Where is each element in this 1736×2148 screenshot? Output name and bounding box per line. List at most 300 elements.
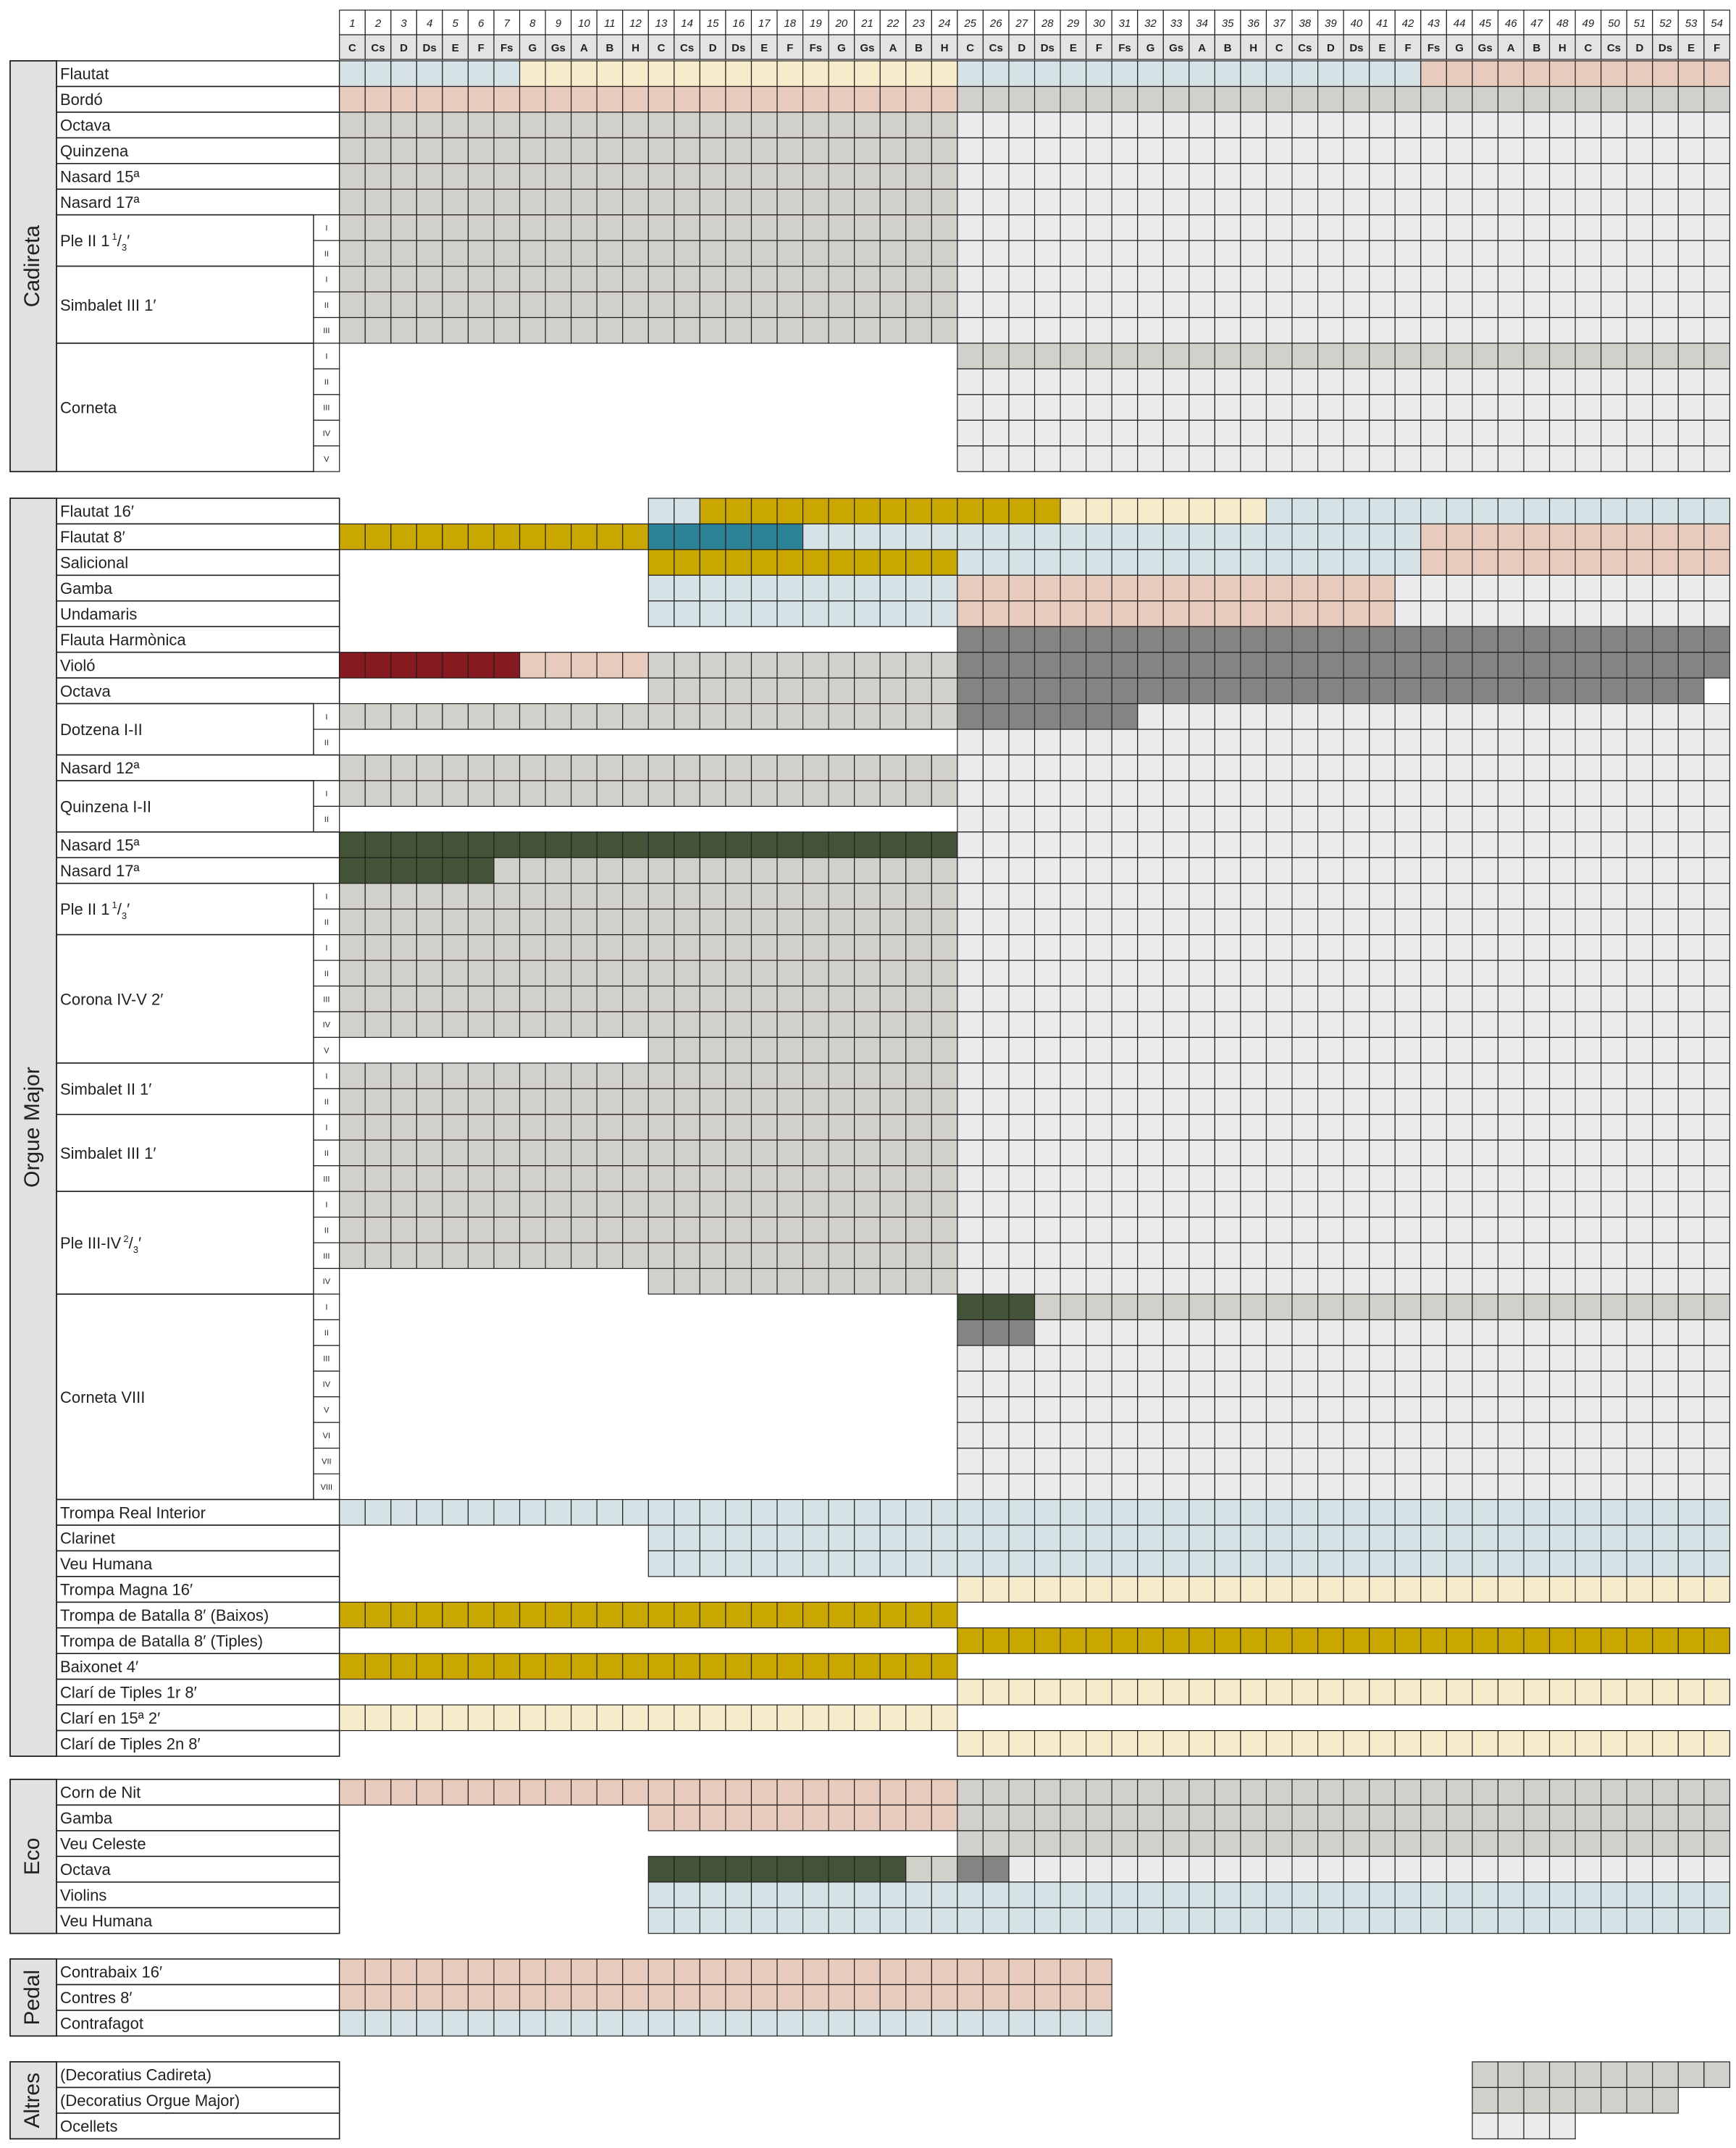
pipe-cell (1472, 1908, 1498, 1933)
pipe-cell (1446, 1371, 1472, 1396)
pipe-cell (957, 909, 984, 934)
pipe-cell (365, 1602, 391, 1627)
pipe-cell (1370, 1908, 1396, 1933)
pipe-cell (1267, 1191, 1293, 1217)
pipe-cell (1678, 550, 1704, 575)
pipe-cell (1189, 1294, 1215, 1320)
pipe-cell (1035, 420, 1061, 445)
pipe-cell (1653, 2087, 1679, 2113)
pipe-cell (1498, 935, 1524, 960)
pipe-cell (1653, 884, 1679, 909)
pipe-cell (1627, 446, 1653, 471)
pipe-cell (880, 1088, 906, 1114)
pipe-cell (1395, 1166, 1421, 1191)
pipe-cell (494, 1653, 520, 1679)
pipe-cell (674, 2010, 700, 2036)
pipe-cell (1370, 857, 1396, 883)
pipe-cell (829, 1037, 855, 1062)
pipe-cell (700, 1166, 726, 1191)
pipe-cell (365, 240, 391, 266)
pipe-cell (957, 755, 984, 781)
pipe-cell (1009, 189, 1035, 214)
pipe-cell (1009, 653, 1035, 678)
pipe-cell (1550, 575, 1576, 600)
pipe-cell (880, 164, 906, 189)
pipe-cell (1241, 626, 1267, 652)
pipe-cell (1472, 1551, 1498, 1576)
pipe-cell (1035, 1243, 1061, 1268)
pipe-cell (1704, 2062, 1730, 2087)
register-name: Trompa de Batalla 8′ (Baixos) (60, 1606, 269, 1625)
pipe-cell (1267, 343, 1293, 369)
pipe-cell (1086, 1320, 1112, 1345)
pipe-cell (1138, 1088, 1164, 1114)
pipe-cell (1627, 1397, 1653, 1422)
pipe-cell (1472, 729, 1498, 755)
pipe-cell (623, 1984, 649, 2010)
pipe-cell (1627, 1037, 1653, 1062)
pipe-cell (1267, 1525, 1293, 1551)
pipe-cell (1575, 1063, 1601, 1088)
key-number: 37 (1272, 17, 1286, 30)
pipe-cell (1446, 601, 1472, 626)
register-name: Flautat (60, 64, 109, 83)
pipe-cell (1163, 267, 1189, 292)
pipe-cell (1472, 884, 1498, 909)
pipe-cell (1241, 1166, 1267, 1191)
pipe-cell (1086, 343, 1112, 369)
pipe-cell (1215, 1805, 1241, 1830)
pipe-cell (1343, 601, 1370, 626)
pipe-cell (1292, 1779, 1318, 1805)
pipe-cell (803, 86, 829, 112)
pipe-cell (983, 935, 1009, 960)
pipe-cell (957, 292, 984, 317)
key-number: 34 (1196, 17, 1208, 30)
pipe-cell (648, 1500, 674, 1525)
pipe-cell (1370, 1346, 1396, 1371)
pipe-cell (1472, 1448, 1498, 1474)
pipe-cell (1601, 550, 1627, 575)
pipe-cell (1550, 498, 1576, 524)
pipe-cell (1575, 601, 1601, 626)
pipe-cell (752, 267, 778, 292)
pipe-cell (880, 601, 906, 626)
pipe-cell (545, 2010, 571, 2036)
pipe-cell (1678, 215, 1704, 240)
pipe-cell (1318, 653, 1344, 678)
pipe-cell (1112, 1908, 1138, 1933)
register-name: Bordó (60, 91, 103, 109)
pipe-cell (1472, 1166, 1498, 1191)
pipe-cell (1138, 1063, 1164, 1088)
pipe-cell (1550, 343, 1576, 369)
pipe-cell (1678, 1731, 1704, 1756)
pipe-cell (1601, 1908, 1627, 1933)
pipe-cell (1241, 1448, 1267, 1474)
pipe-cell (1112, 524, 1138, 549)
pipe-cell (1550, 215, 1576, 240)
pipe-cell (1395, 446, 1421, 471)
pipe-cell (1292, 986, 1318, 1012)
pipe-cell (1575, 343, 1601, 369)
pipe-cell (957, 1371, 984, 1396)
pipe-cell (1627, 781, 1653, 806)
pipe-cell (1575, 1805, 1601, 1830)
register-name: Corneta VIII (60, 1388, 146, 1406)
pipe-cell (1575, 138, 1601, 163)
pipe-cell (1086, 2010, 1112, 2036)
pipe-cell (777, 318, 803, 343)
pipe-cell (777, 1551, 803, 1576)
pipe-cell (365, 884, 391, 909)
pipe-cell (468, 909, 494, 934)
pipe-cell (416, 240, 443, 266)
pipe-cell (571, 1063, 597, 1088)
pipe-cell (1343, 395, 1370, 420)
pipe-cell (1215, 189, 1241, 214)
pipe-cell (1627, 678, 1653, 703)
pipe-cell (726, 704, 752, 729)
pipe-cell (1524, 960, 1550, 986)
pipe-cell (1550, 832, 1576, 857)
pipe-cell (1060, 1856, 1086, 1881)
pipe-cell (700, 1856, 726, 1881)
pipe-cell (700, 61, 726, 86)
pipe-cell (906, 138, 932, 163)
pipe-cell (700, 524, 726, 549)
pipe-cell (957, 267, 984, 292)
pipe-cell (1575, 1371, 1601, 1396)
pipe-cell (1138, 164, 1164, 189)
pipe-cell (726, 292, 752, 317)
pipe-cell (1163, 1397, 1189, 1422)
register-row (56, 1500, 1729, 1525)
pipe-cell (1653, 1805, 1679, 1830)
pipe-cell (1524, 704, 1550, 729)
pipe-cell (777, 1653, 803, 1679)
pipe-cell (1601, 729, 1627, 755)
pipe-cell (777, 1037, 803, 1062)
pipe-cell (1678, 601, 1704, 626)
pipe-cell (443, 755, 469, 781)
pipe-cell (468, 1063, 494, 1088)
key-number: 33 (1170, 17, 1183, 30)
rank-label: VI (322, 1431, 331, 1440)
pipe-cell (1138, 1397, 1164, 1422)
pipe-cell (1395, 1779, 1421, 1805)
pipe-cell (1189, 626, 1215, 652)
pipe-cell (1318, 1269, 1344, 1294)
pipe-cell (726, 524, 752, 549)
pipe-cell (1395, 806, 1421, 831)
pipe-cell (416, 2010, 443, 2036)
pipe-cell (752, 1166, 778, 1191)
pipe-cell (880, 1063, 906, 1088)
pipe-cell (880, 1243, 906, 1268)
pipe-cell (1704, 1269, 1730, 1294)
pipe-cell (752, 1012, 778, 1037)
pipe-cell (443, 960, 469, 986)
pipe-cell (545, 704, 571, 729)
pipe-cell (983, 1474, 1009, 1499)
pipe-cell (1395, 1474, 1421, 1499)
pipe-cell (726, 1984, 752, 2010)
pipe-cell (1163, 986, 1189, 1012)
pipe-cell (1318, 1294, 1344, 1320)
pipe-cell (571, 61, 597, 86)
pipe-cell (1627, 1731, 1653, 1756)
pipe-cell (545, 138, 571, 163)
pipe-cell (1292, 884, 1318, 909)
pipe-cell (443, 1088, 469, 1114)
pipe-cell (1472, 550, 1498, 575)
pipe-cell (545, 240, 571, 266)
pipe-cell (1653, 704, 1679, 729)
pipe-cell (700, 1984, 726, 2010)
pipe-cell (416, 1984, 443, 2010)
pipe-cell (1318, 1831, 1344, 1856)
pipe-cell (906, 550, 932, 575)
pipe-cell (545, 189, 571, 214)
pipe-cell (1343, 857, 1370, 883)
pipe-cell (1601, 2087, 1627, 2113)
pipe-cell (1189, 909, 1215, 934)
pipe-cell (1678, 1679, 1704, 1705)
key-number: 32 (1144, 17, 1157, 30)
pipe-cell (803, 1805, 829, 1830)
pipe-cell (1035, 653, 1061, 678)
pipe-cell (1601, 292, 1627, 317)
pipe-cell (1524, 781, 1550, 806)
pipe-cell (520, 1984, 546, 2010)
pipe-cell (752, 1653, 778, 1679)
pipe-cell (1421, 1269, 1447, 1294)
register-row (56, 884, 1729, 935)
pipe-cell (494, 292, 520, 317)
pipe-cell (365, 653, 391, 678)
pipe-cell (597, 1779, 623, 1805)
pipe-cell (365, 1243, 391, 1268)
pipe-cell (674, 86, 700, 112)
pipe-cell (1395, 267, 1421, 292)
pipe-cell (340, 1088, 366, 1114)
pipe-cell (1550, 704, 1576, 729)
pipe-cell (1446, 164, 1472, 189)
pipe-cell (597, 1217, 623, 1243)
pipe-cell (416, 1705, 443, 1730)
pipe-cell (571, 267, 597, 292)
pipe-cell (1498, 806, 1524, 831)
pipe-cell (855, 1653, 881, 1679)
pipe-cell (931, 1063, 957, 1088)
pipe-cell (1395, 1805, 1421, 1830)
pipe-cell (726, 318, 752, 343)
register-name: Clarinet (60, 1529, 115, 1548)
rank-label: IV (322, 1380, 331, 1390)
pipe-cell (1318, 292, 1344, 317)
pipe-cell (391, 1602, 417, 1627)
key-number: 25 (964, 17, 977, 30)
pipe-cell (1343, 1831, 1370, 1856)
pipe-cell (700, 755, 726, 781)
pipe-cell (1704, 86, 1730, 112)
pipe-cell (1601, 1422, 1627, 1448)
pipe-cell (1627, 1063, 1653, 1088)
pipe-cell (1498, 112, 1524, 138)
pipe-cell (1267, 1831, 1293, 1856)
pipe-cell (983, 1679, 1009, 1705)
pipe-cell (416, 61, 443, 86)
note-name: G (528, 42, 537, 54)
pipe-cell (1498, 960, 1524, 986)
pipe-cell (1472, 806, 1498, 831)
pipe-cell (545, 318, 571, 343)
pipe-cell (648, 704, 674, 729)
pipe-cell (752, 755, 778, 781)
pipe-cell (1575, 678, 1601, 703)
pipe-cell (957, 678, 984, 703)
key-number: 17 (758, 17, 771, 30)
pipe-cell (1370, 935, 1396, 960)
register-row (56, 1705, 957, 1730)
pipe-cell (1035, 215, 1061, 240)
pipe-cell (1550, 909, 1576, 934)
pipe-cell (752, 601, 778, 626)
pipe-cell (1370, 267, 1396, 292)
pipe-cell (1163, 1831, 1189, 1856)
pipe-cell (1241, 1088, 1267, 1114)
pipe-cell (829, 61, 855, 86)
pipe-cell (1421, 1140, 1447, 1165)
pipe-cell (957, 1115, 984, 1140)
pipe-cell (1421, 1500, 1447, 1525)
pipe-cell (365, 1984, 391, 2010)
pipe-cell (931, 1140, 957, 1165)
pipe-cell (1343, 1294, 1370, 1320)
pipe-cell (829, 653, 855, 678)
pipe-cell (1446, 678, 1472, 703)
pipe-cell (1498, 318, 1524, 343)
pipe-cell (1575, 960, 1601, 986)
pipe-cell (1112, 420, 1138, 445)
pipe-cell (674, 1115, 700, 1140)
pipe-cell (1318, 1140, 1344, 1165)
pipe-cell (1292, 832, 1318, 857)
note-name: Ds (1349, 42, 1364, 54)
pipe-cell (1653, 1856, 1679, 1881)
pipe-cell (1163, 626, 1189, 652)
pipe-cell (1138, 292, 1164, 317)
pipe-cell (545, 1959, 571, 1984)
pipe-cell (855, 61, 881, 86)
pipe-cell (520, 61, 546, 86)
note-name: E (1378, 42, 1386, 54)
pipe-cell (752, 2010, 778, 2036)
pipe-cell (1524, 164, 1550, 189)
pipe-cell (1138, 1500, 1164, 1525)
pipe-cell (1241, 1731, 1267, 1756)
pipe-cell (1343, 1779, 1370, 1805)
pipe-cell (416, 524, 443, 549)
pipe-cell (1446, 1063, 1472, 1088)
pipe-cell (1498, 1525, 1524, 1551)
pipe-cell (545, 292, 571, 317)
pipe-cell (520, 2010, 546, 2036)
pipe-cell (777, 524, 803, 549)
pipe-cell (1189, 935, 1215, 960)
key-number: 22 (886, 17, 900, 30)
pipe-cell (1318, 189, 1344, 214)
pipe-cell (1653, 781, 1679, 806)
pipe-cell (1189, 1115, 1215, 1140)
pipe-cell (700, 1908, 726, 1933)
pipe-cell (931, 1500, 957, 1525)
pipe-cell (700, 986, 726, 1012)
pipe-cell (906, 1959, 932, 1984)
pipe-cell (1060, 1037, 1086, 1062)
pipe-cell (983, 909, 1009, 934)
pipe-cell (1035, 2010, 1061, 2036)
pipe-cell (1215, 857, 1241, 883)
pipe-cell (1704, 832, 1730, 857)
pipe-cell (726, 832, 752, 857)
pipe-cell (1163, 1731, 1189, 1756)
pipe-cell (1241, 1397, 1267, 1422)
pipe-cell (1653, 1525, 1679, 1551)
pipe-cell (1292, 575, 1318, 600)
pipe-cell (674, 1525, 700, 1551)
pipe-cell (340, 1115, 366, 1140)
pipe-cell (931, 1037, 957, 1062)
pipe-cell (1704, 1294, 1730, 1320)
pipe-cell (1163, 704, 1189, 729)
pipe-cell (880, 1805, 906, 1830)
pipe-cell (880, 1115, 906, 1140)
pipe-cell (1163, 960, 1189, 986)
pipe-cell (1215, 1397, 1241, 1422)
pipe-cell (1163, 189, 1189, 214)
pipe-cell (1112, 781, 1138, 806)
pipe-cell (1215, 755, 1241, 781)
pipe-cell (1678, 1831, 1704, 1856)
pipe-cell (1704, 755, 1730, 781)
register-name: Ple II 1 $^1/_3'$ (60, 899, 130, 922)
pipe-cell (1189, 1474, 1215, 1499)
pipe-cell (880, 267, 906, 292)
pipe-cell (1318, 1115, 1344, 1140)
pipe-cell (494, 2010, 520, 2036)
pipe-cell (1421, 755, 1447, 781)
pipe-cell (829, 575, 855, 600)
pipe-cell (1292, 678, 1318, 703)
pipe-cell (1498, 420, 1524, 445)
pipe-cell (1343, 1166, 1370, 1191)
pipe-cell (1627, 1525, 1653, 1551)
pipe-cell (1550, 1628, 1576, 1653)
pipe-cell (494, 1115, 520, 1140)
pipe-cell (1189, 61, 1215, 86)
pipe-cell (391, 318, 417, 343)
pipe-cell (1524, 2062, 1550, 2087)
pipe-cell (777, 2010, 803, 2036)
pipe-cell (1035, 781, 1061, 806)
pipe-cell (1215, 550, 1241, 575)
pipe-cell (623, 318, 649, 343)
pipe-cell (1601, 704, 1627, 729)
pipe-cell (1318, 1217, 1344, 1243)
pipe-cell (1678, 884, 1704, 909)
